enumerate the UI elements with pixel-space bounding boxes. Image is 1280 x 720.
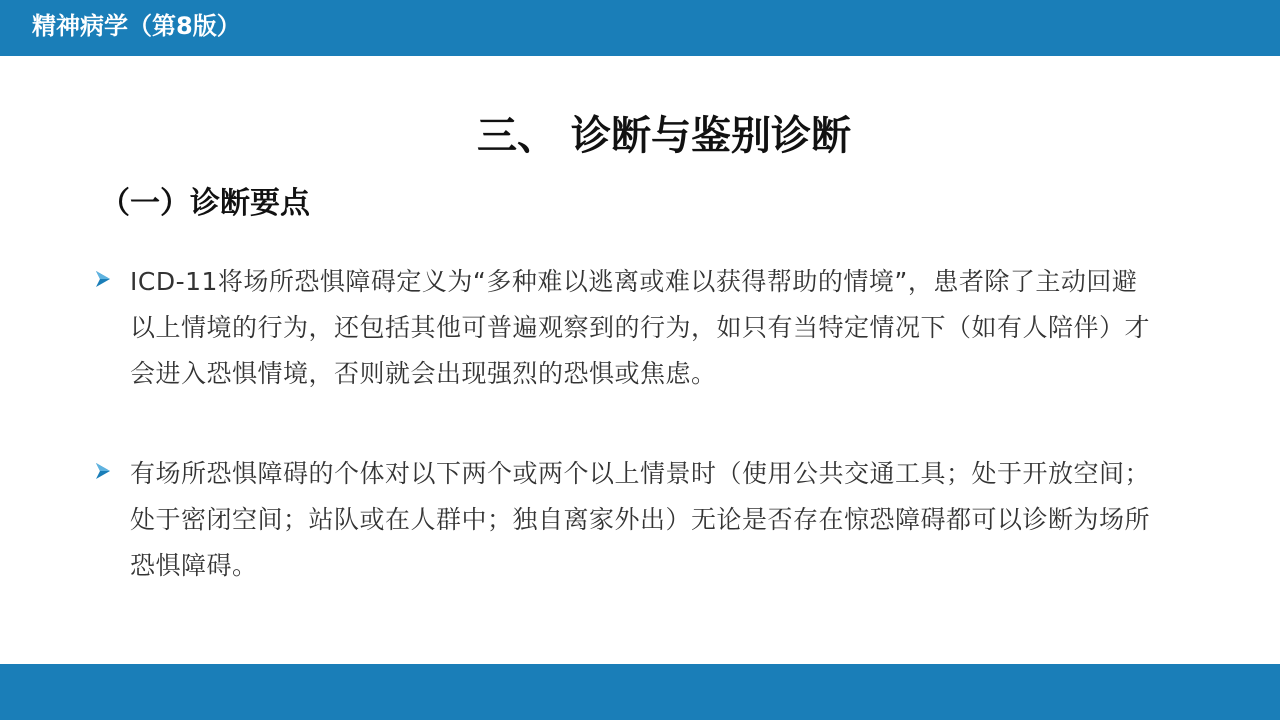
arrow-bullet-icon [96,463,110,479]
slide-title: 三、 诊断与鉴别诊断 [477,113,851,159]
bullet-item [96,451,1156,589]
arrow-bullet-icon [96,271,110,287]
header-bar [0,0,1280,56]
bullet-text: ICD-11将场所恐惧障碍定义为“多种难以逃离或难以获得帮助的情境”，患者除了主动回避以上情境的行为，还包括其他可普遍观察到的行为，如只有当特定情况下（如有人陪伴）才会进入恐惧情境，否则就会出现强烈的恐惧或焦虑。 [130,267,1151,388]
course-title: 精神病学（第8版） [32,12,241,40]
bullet-item [96,259,1156,397]
footer-bar [0,664,1280,720]
bullet-text: 有场所恐惧障碍的个体对以下两个或两个以上情景时（使用公共交通工具；处于开放空间；处于密闭空间；站队或在人群中；独自离家外出）无论是否存在惊恐障碍都可以诊断为场所恐惧障碍。 [130,459,1151,580]
section-heading: （一）诊断要点 [100,186,310,221]
